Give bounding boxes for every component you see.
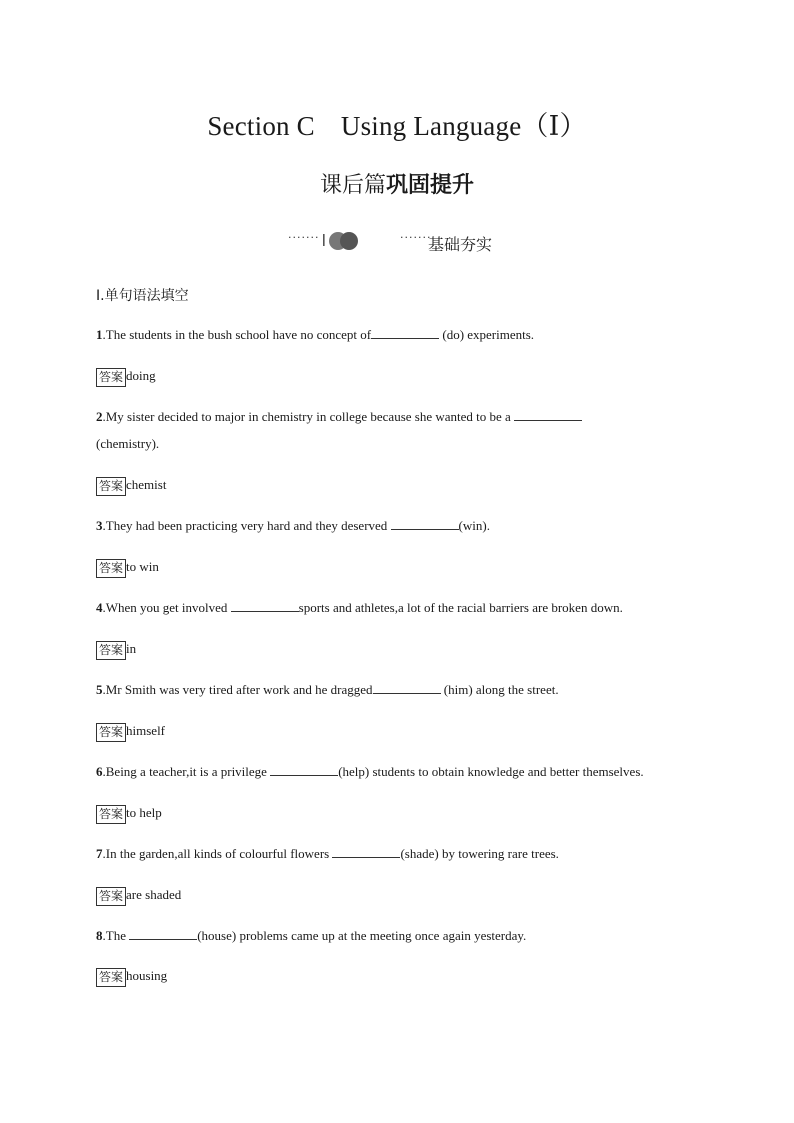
answer-tag: 答案 — [96, 477, 126, 496]
question-text: (help) students to obtain knowledge and better themselves. — [338, 764, 644, 779]
question-7 — [96, 840, 696, 867]
answer-blank — [231, 599, 299, 612]
question-4 — [96, 594, 696, 621]
answer-text: to win — [126, 559, 159, 574]
question-5 — [96, 676, 696, 703]
title-topic: Using Language（Ⅰ） — [340, 111, 587, 141]
answer-3 — [96, 557, 159, 577]
divider-dots-right: ······· — [400, 231, 432, 244]
title-section: Section C — [207, 111, 315, 141]
answer-tag: 答案 — [96, 887, 126, 906]
subtitle-normal: 课后篇 — [319, 173, 386, 198]
question-text: sports and athletes,a lot of the racial barriers are broken down. — [298, 600, 623, 615]
answer-text: are shaded — [126, 887, 182, 902]
page-title — [0, 104, 794, 143]
subtitle-bold: 巩固提升 — [386, 173, 475, 198]
answer-2 — [96, 475, 166, 495]
question-text: (him) along the street. — [440, 682, 559, 697]
question-text: .Mr Smith was very tired after work and he dragged — [102, 682, 373, 697]
question-number: 3 — [96, 518, 103, 533]
question-text: (shade) by towering rare trees. — [400, 846, 559, 861]
question-text: .My sister decided to major in chemistry in college because she wanted to be a — [102, 409, 515, 424]
answer-tag: 答案 — [96, 559, 126, 578]
answer-text: to help — [126, 805, 162, 820]
answer-4 — [96, 639, 136, 659]
question-number: 6 — [96, 764, 103, 779]
answer-blank — [373, 681, 441, 694]
question-number: 4 — [96, 600, 103, 615]
question-8 — [96, 922, 696, 949]
answer-1 — [96, 366, 156, 386]
question-number: 1 — [96, 327, 103, 342]
question-number: 8 — [96, 928, 103, 943]
question-text: .They had been practicing very hard and they deserved — [102, 518, 391, 533]
question-number: 5 — [96, 682, 103, 697]
question-3 — [96, 512, 696, 539]
question-1 — [96, 321, 696, 348]
answer-text: housing — [126, 968, 168, 983]
answer-tag: 答案 — [96, 805, 126, 824]
question-text: .When you get involved — [102, 600, 231, 615]
answer-blank — [332, 845, 400, 858]
question-text: .The students in the bush school have no concept of — [102, 327, 372, 342]
question-text: .Being a teacher,it is a privilege — [102, 764, 271, 779]
answer-5 — [96, 721, 165, 741]
answer-blank — [514, 408, 582, 421]
answer-tag: 答案 — [96, 641, 126, 660]
answer-tag: 答案 — [96, 968, 126, 987]
question-number: 7 — [96, 846, 103, 861]
question-text: .In the garden,all kinds of colourful flowers — [102, 846, 333, 861]
answer-text: doing — [126, 368, 156, 383]
answer-8 — [96, 966, 167, 986]
question-2 — [96, 403, 696, 457]
section-heading: Ⅰ.单句语法填空 — [96, 288, 189, 304]
answer-text: in — [126, 641, 137, 656]
question-text: (win). — [458, 518, 490, 533]
page-subtitle — [0, 168, 794, 199]
answer-6 — [96, 803, 162, 823]
answer-tag: 答案 — [96, 723, 126, 742]
question-6 — [96, 758, 696, 785]
answer-7 — [96, 885, 181, 905]
circles-logo-icon — [322, 230, 368, 252]
answer-tag: 答案 — [96, 368, 126, 387]
question-number: 2 — [96, 409, 103, 424]
divider-dots-left: ······· — [288, 231, 320, 244]
answer-blank — [391, 517, 459, 530]
question-text: (house) problems came up at the meeting once again yesterday. — [197, 928, 527, 943]
section-divider — [288, 228, 518, 258]
answer-text: chemist — [126, 477, 167, 492]
answer-blank — [129, 927, 197, 940]
answer-text: himself — [126, 723, 166, 738]
answer-blank — [371, 326, 439, 339]
question-text: (do) experiments. — [439, 327, 535, 342]
answer-blank — [270, 763, 338, 776]
question-text: .The — [102, 928, 130, 943]
question-text: (chemistry). — [96, 436, 160, 451]
divider-label: 基础夯实 — [428, 235, 493, 254]
